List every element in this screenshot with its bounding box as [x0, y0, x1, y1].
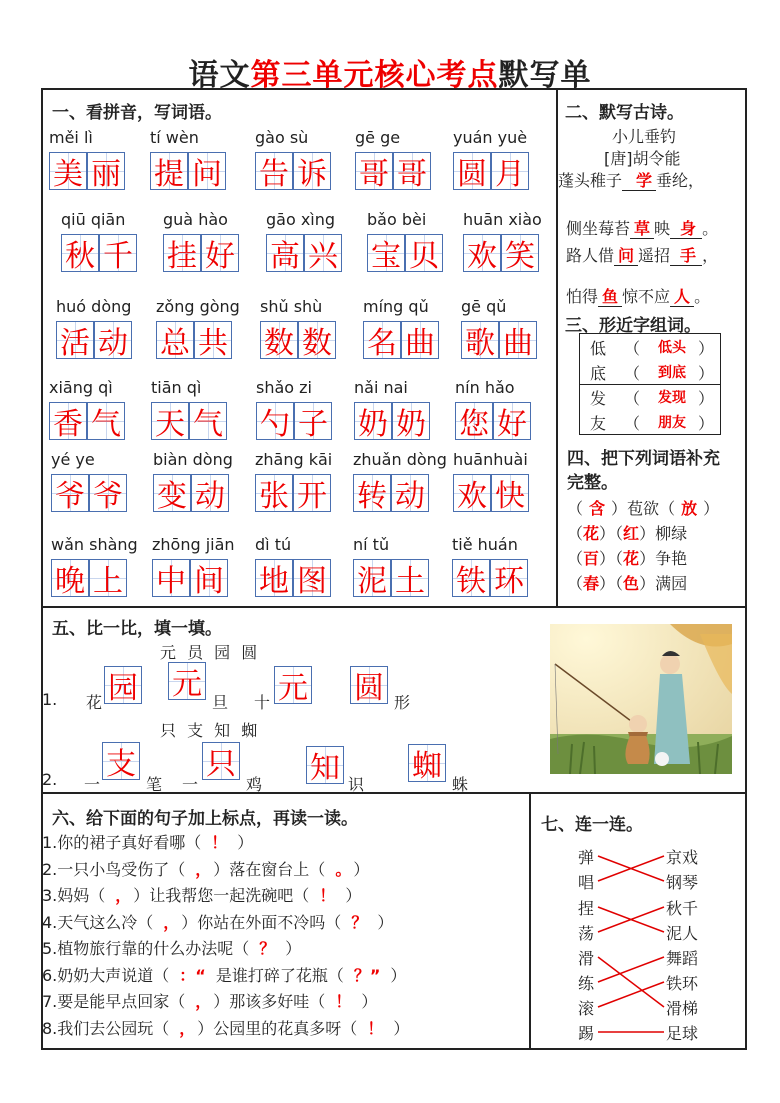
idiom-4: （春）（色）满园 [567, 574, 688, 593]
section5-heading: 五、比一比，填一填。 [52, 619, 222, 639]
answer-char-box: 问 [188, 152, 226, 190]
answer-char-box: 提 [150, 152, 188, 190]
sentence-text: ）公园里的花真多呀（ [197, 1018, 358, 1038]
pinyin-label: zhuǎn dòng [353, 450, 447, 469]
answer-char-box: 间 [190, 559, 228, 597]
q1-answer-1: 园 [104, 666, 142, 704]
char-group-2: 只 支 知 蜘 [160, 721, 258, 740]
answer-char-box: 泥 [353, 559, 391, 597]
q1-text-c: 十 [254, 693, 271, 712]
answer-char-box: 好 [201, 234, 239, 272]
punctuation-answer: ！ [211, 833, 228, 852]
answer-char-box: 中 [152, 559, 190, 597]
answer-char-box: 子 [294, 402, 332, 440]
match-right-word: 足球 [666, 1024, 699, 1043]
answer-char-box: 晚 [51, 559, 89, 597]
sentence-text: ） [361, 992, 378, 1011]
paren-open: （ [624, 339, 641, 358]
punctuation-answer: ？ [259, 939, 276, 958]
answer-char-box: 铁 [452, 559, 490, 597]
q1-answer-3: 元 [274, 666, 312, 704]
compound-word-answer: 低头 [658, 340, 686, 356]
compound-word-answer: 发现 [658, 390, 686, 406]
sentence-number: 8. [42, 1018, 58, 1038]
sentence-text: ） [377, 912, 394, 932]
char-group-1: 元 员 园 圆 [160, 643, 258, 662]
section6-heading: 六、给下面的句子加上标点，再读一读。 [52, 809, 358, 829]
pinyin-label: dì tú [255, 535, 292, 554]
punctuation-answer: ， [195, 859, 204, 879]
pinyin-label: ní tǔ [353, 535, 390, 554]
pinyin-label: qiū qiān [61, 210, 126, 229]
similar-char: 友 [590, 414, 607, 433]
answer-char-box: 变 [153, 474, 191, 512]
answer-char-box: 告 [255, 152, 293, 190]
answer-char-box: 秋 [61, 234, 99, 272]
answer-char-box: 转 [353, 474, 391, 512]
poem-line-4: 怕得 鱼 惊不应 人 。 [566, 287, 711, 306]
match-line [598, 957, 664, 1007]
answer-char-box: 月 [491, 152, 529, 190]
section2-heading: 二、默写古诗。 [565, 103, 684, 123]
sentence-number: 1. [42, 833, 58, 852]
match-left-word: 滚 [578, 999, 595, 1018]
answer-char-box: 数 [260, 321, 298, 359]
sentence-text: ） [345, 886, 362, 905]
q1-text-a: 花 [86, 693, 103, 712]
paren-open: （ [624, 364, 641, 383]
paren-close: ） [698, 389, 715, 408]
match-left-word: 捏 [578, 899, 595, 918]
section7-heading: 七、连一连。 [541, 815, 643, 835]
sentence-text: 你的裙子真好看哪（ [57, 833, 202, 852]
pinyin-label: bǎo bèi [367, 210, 427, 229]
match-left-word: 踢 [578, 1024, 595, 1043]
answer-char-box: 快 [491, 474, 529, 512]
match-right-word: 舞蹈 [666, 949, 699, 968]
pinyin-label: tiě huán [452, 535, 518, 554]
punctuation-answer: ， [115, 886, 124, 905]
similar-char: 发 [590, 389, 607, 408]
pinyin-label: xiāng qì [49, 378, 113, 397]
answer-char-box: 气 [189, 402, 227, 440]
pinyin-label: zhāng kāi [255, 450, 333, 469]
idiom-1: （ 含 ）苞欲（ 放 ） [567, 499, 720, 518]
pinyin-label: guà hào [163, 210, 228, 229]
punctuation-answer: ？” [353, 965, 381, 985]
pinyin-label: wǎn shàng [51, 535, 138, 554]
q1-answer-4: 圆 [350, 666, 388, 704]
sentence-text: ） [393, 1018, 410, 1038]
sentence-text: ）让我帮您一起洗碗吧（ [133, 886, 310, 905]
answer-char-box: 欢 [463, 234, 501, 272]
answer-char-box: 挂 [163, 234, 201, 272]
answer-char-box: 名 [363, 321, 401, 359]
answer-char-box: 香 [49, 402, 87, 440]
pinyin-label: nín hǎo [455, 378, 515, 397]
section3-heading: 三、形近字组词。 [565, 316, 701, 336]
sentence-text: 妈妈（ [57, 886, 106, 905]
pinyin-label: gē ge [355, 128, 401, 147]
pinyin-label: gào sù [255, 128, 309, 147]
q2-text-f: 蛛 [452, 775, 469, 794]
answer-char-box: 动 [94, 321, 132, 359]
answer-char-box: 曲 [499, 321, 537, 359]
sentence-text: 要是能早点回家（ [57, 992, 186, 1011]
answer-char-box: 曲 [401, 321, 439, 359]
similar-char: 低 [590, 339, 607, 358]
answer-char-box: 贝 [405, 234, 443, 272]
poem-line-2: 侧坐莓苔 草 映 身 。 [566, 219, 719, 238]
paren-close: ） [698, 339, 715, 358]
sentence-text: 天气这么冷（ [57, 912, 154, 932]
answer-char-box: 美 [49, 152, 87, 190]
pinyin-label: zǒng gòng [156, 297, 240, 316]
sentence-text: ） [237, 833, 254, 852]
pinyin-label: měi lì [49, 128, 93, 147]
idiom-3: （百）（花）争艳 [567, 549, 688, 568]
pinyin-label: huó dòng [56, 297, 132, 316]
pinyin-label: biàn dòng [153, 450, 233, 469]
poem-line-3: 路人借 问 遥招 手 ， [566, 246, 719, 265]
q2-text-c: 一 [182, 775, 199, 794]
answer-char-box: 高 [266, 234, 304, 272]
punctuation-answer: ！ [319, 886, 336, 905]
compound-word-answer: 到底 [658, 365, 686, 381]
punctuation-answer: ！ [367, 1018, 384, 1038]
pinyin-label: shǔ shù [260, 297, 323, 316]
answer-char-box: 活 [56, 321, 94, 359]
answer-char-box: 共 [194, 321, 232, 359]
answer-char-box: 动 [191, 474, 229, 512]
answer-char-box: 哥 [393, 152, 431, 190]
punctuation-answer: ！ [335, 992, 352, 1011]
pinyin-label: tí wèn [150, 128, 199, 147]
sentence-text: ） [390, 965, 407, 985]
pinyin-label: gāo xìng [266, 210, 336, 229]
match-right-word: 泥人 [666, 924, 699, 943]
match-right-word: 秋千 [666, 899, 699, 918]
answer-char-box: 天 [151, 402, 189, 440]
poem-line-1: 蓬头稚子 学 垂纶， [558, 171, 705, 190]
q2-answer-4: 蜘 [408, 744, 446, 782]
match-left-word: 滑 [578, 949, 595, 968]
sentence-text: 我们去公园玩（ [57, 1018, 170, 1038]
punctuation-answer: ：“ [179, 965, 206, 985]
section4-heading-line2: 完整。 [567, 473, 618, 493]
poem-author: [唐]胡令能 [604, 149, 681, 168]
sentence-number: 7. [42, 992, 58, 1011]
pinyin-label: huānhuài [453, 450, 528, 469]
answer-char-box: 上 [89, 559, 127, 597]
answer-char-box: 哥 [355, 152, 393, 190]
sentence-text: 植物旅行靠的什么办法呢（ [57, 939, 250, 958]
answer-char-box: 丽 [87, 152, 125, 190]
pinyin-label: gē qǔ [461, 297, 507, 316]
sentence-number: 2. [42, 859, 58, 879]
answer-char-box: 土 [391, 559, 429, 597]
match-line [598, 982, 664, 1007]
answer-char-box: 地 [255, 559, 293, 597]
match-left-word: 练 [578, 974, 595, 993]
paren-open: （ [624, 389, 641, 408]
sentence-text: ） [353, 859, 370, 879]
poem-title: 小儿垂钓 [612, 127, 677, 146]
answer-char-box: 奶 [354, 402, 392, 440]
answer-char-box: 动 [391, 474, 429, 512]
answer-char-box: 好 [493, 402, 531, 440]
match-right-word: 铁环 [666, 974, 699, 993]
sentence-number: 4. [42, 912, 58, 932]
answer-char-box: 千 [99, 234, 137, 272]
q2-text-a: 一 [84, 775, 101, 794]
answer-char-box: 开 [293, 474, 331, 512]
match-left-word: 弹 [578, 848, 595, 867]
pinyin-label: tiān qì [151, 378, 202, 397]
pinyin-label: yuán yuè [453, 128, 528, 147]
pinyin-label: shǎo zi [256, 378, 312, 397]
answer-char-box: 总 [156, 321, 194, 359]
answer-char-box: 诉 [293, 152, 331, 190]
sentence-text: 奶奶大声说道（ [57, 965, 170, 985]
pinyin-label: nǎi nai [354, 378, 408, 397]
sentence-text: ）落在窗台上（ [213, 859, 326, 879]
paren-close: ） [698, 414, 715, 433]
q2-number: 2. [42, 770, 58, 789]
paren-close: ） [698, 364, 715, 383]
answer-char-box: 兴 [304, 234, 342, 272]
q2-answer-1: 支 [102, 742, 140, 780]
pinyin-label: míng qǔ [363, 297, 429, 316]
sentence-text: ）你站在外面不冷吗（ [181, 912, 342, 932]
answer-char-box: 奶 [392, 402, 430, 440]
punctuation-answer: 。 [335, 859, 344, 879]
answer-char-box: 数 [298, 321, 336, 359]
match-right-word: 京戏 [666, 848, 699, 867]
answer-char-box: 张 [255, 474, 293, 512]
q2-answer-2: 只 [202, 742, 240, 780]
section4-heading-line1: 四、把下列词语补充 [567, 449, 720, 469]
answer-char-box: 笑 [501, 234, 539, 272]
sentence-text: ）那该多好哇（ [213, 992, 326, 1011]
sentence-number: 3. [42, 886, 58, 905]
pinyin-label: huān xiào [463, 210, 542, 229]
punctuation-answer: ， [163, 912, 172, 932]
punctuation-answer: ？ [351, 912, 368, 932]
sentence-number: 6. [42, 965, 58, 985]
section1-heading: 一、看拼音，写词语。 [52, 103, 222, 123]
paren-open: （ [624, 414, 641, 433]
match-left-word: 荡 [578, 924, 595, 943]
sentence-text: 是谁打碎了花瓶（ [215, 965, 344, 985]
pinyin-label: yé ye [51, 450, 95, 469]
match-left-word: 唱 [578, 873, 595, 892]
page-title: 语文第三单元核心考点默写单 [188, 58, 592, 93]
punctuation-answer: ， [195, 992, 204, 1011]
match-right-word: 滑梯 [666, 999, 699, 1018]
compound-word-answer: 朋友 [658, 415, 686, 431]
answer-char-box: 您 [455, 402, 493, 440]
answer-char-box: 图 [293, 559, 331, 597]
match-right-word: 钢琴 [666, 873, 699, 892]
similar-char: 底 [590, 364, 607, 383]
answer-char-box: 爷 [89, 474, 127, 512]
q2-answer-3: 知 [306, 746, 344, 784]
idiom-2: （花）（红）柳绿 [567, 524, 688, 543]
answer-char-box: 勺 [256, 402, 294, 440]
answer-char-box: 圆 [453, 152, 491, 190]
q2-text-d: 鸡 [246, 775, 263, 794]
sentence-number: 5. [42, 939, 58, 958]
q1-text-b: 旦 [212, 693, 229, 712]
q2-text-e: 识 [348, 775, 365, 794]
answer-char-box: 宝 [367, 234, 405, 272]
answer-char-box: 欢 [453, 474, 491, 512]
q1-number: 1. [42, 690, 58, 709]
answer-char-box: 气 [87, 402, 125, 440]
sentence-text: ） [285, 939, 302, 958]
punctuation-answer: ， [179, 1018, 188, 1038]
answer-char-box: 歌 [461, 321, 499, 359]
q2-text-b: 笔 [146, 775, 163, 794]
sentence-text: 一只小鸟受伤了（ [57, 859, 186, 879]
pinyin-label: zhōng jiān [152, 535, 235, 554]
answer-char-box: 环 [490, 559, 528, 597]
match-line [598, 957, 664, 982]
q1-text-d: 形 [394, 693, 411, 712]
answer-char-box: 爷 [51, 474, 89, 512]
q1-answer-2: 元 [168, 662, 206, 700]
